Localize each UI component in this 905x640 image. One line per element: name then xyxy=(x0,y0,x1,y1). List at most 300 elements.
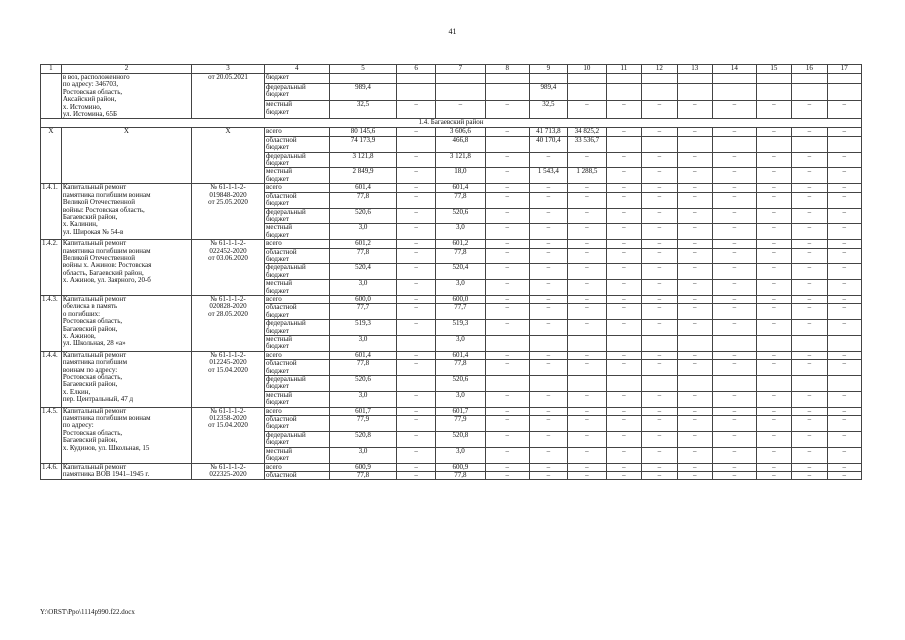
amount-cell: – xyxy=(712,208,756,224)
amount-cell: – xyxy=(397,391,436,407)
expertise-document: № 61-1-1-2- 019848-2020 от 25.05.2020 xyxy=(192,184,265,240)
amount-cell xyxy=(712,336,756,352)
amount-cell: – xyxy=(792,295,827,303)
amount-cell xyxy=(485,376,529,392)
amount-cell: – xyxy=(529,240,568,248)
amount-cell: – xyxy=(756,304,791,320)
object-name: Капитальный ремонт памятника погибшим воинам по адресу: Ростовская область, Багаевский район, х. Елкин, пер. Центральный, 47 д xyxy=(61,351,191,407)
table-row xyxy=(41,407,862,415)
amount-cell: – xyxy=(606,248,641,264)
amount-cell: 41 713,8 xyxy=(529,128,568,136)
amount-cell: – xyxy=(529,248,568,264)
amount-cell: – xyxy=(568,295,607,303)
amount-cell: 77,9 xyxy=(435,416,485,432)
column-header-11: 11 xyxy=(606,65,641,74)
amount-cell: – xyxy=(756,168,791,184)
amount-cell: – xyxy=(827,280,861,296)
amount-cell: 77,8 xyxy=(329,248,397,264)
amount-cell: – xyxy=(642,304,677,320)
amount-cell xyxy=(827,136,861,152)
amount-cell: – xyxy=(756,431,791,447)
funding-source-label: всего xyxy=(264,240,329,248)
amount-cell: – xyxy=(529,416,568,432)
amount-cell: – xyxy=(485,240,529,248)
amount-cell xyxy=(756,336,791,352)
amount-cell: – xyxy=(756,407,791,415)
amount-cell: – xyxy=(792,431,827,447)
amount-cell: – xyxy=(712,471,756,479)
amount-cell: – xyxy=(677,224,712,240)
funding-source-label: всего xyxy=(264,184,329,192)
amount-cell: – xyxy=(756,280,791,296)
amount-cell xyxy=(606,376,641,392)
funding-source-label: местный бюджет xyxy=(264,224,329,240)
column-header-8: 8 xyxy=(485,65,529,74)
amount-cell xyxy=(606,136,641,152)
amount-cell: – xyxy=(677,391,712,407)
amount-cell: 466,8 xyxy=(435,136,485,152)
amount-cell xyxy=(329,74,397,84)
amount-cell: – xyxy=(485,391,529,407)
amount-cell: – xyxy=(712,168,756,184)
amount-cell: – xyxy=(712,184,756,192)
amount-cell: – xyxy=(606,391,641,407)
amount-cell: – xyxy=(642,431,677,447)
amount-cell: – xyxy=(397,407,436,415)
amount-cell: – xyxy=(792,407,827,415)
amount-cell: – xyxy=(756,351,791,359)
amount-cell: – xyxy=(792,208,827,224)
amount-cell: – xyxy=(529,320,568,336)
amount-cell: – xyxy=(568,152,607,168)
amount-cell: – xyxy=(606,471,641,479)
object-name-cell: в воз, расположенного по адресу: 346703, Ростовская область, Аксайский район, х. Истомино, ул. Истомина, 65Б xyxy=(61,74,191,119)
amount-cell: – xyxy=(485,351,529,359)
amount-cell: – xyxy=(712,320,756,336)
table-row xyxy=(41,463,862,471)
amount-cell: – xyxy=(642,295,677,303)
amount-cell: – xyxy=(756,447,791,463)
amount-cell: 77,8 xyxy=(435,360,485,376)
amount-cell: – xyxy=(397,264,436,280)
amount-cell: – xyxy=(792,360,827,376)
amount-cell: – xyxy=(529,192,568,208)
amount-cell xyxy=(397,74,436,84)
amount-cell: – xyxy=(485,304,529,320)
object-name: Капитальный ремонт памятника погибшим воинам Великой Отечественной войны: Ростовская область, Багаевский район, х. Калинин, ул. Широкая № 54-в xyxy=(61,184,191,240)
amount-cell: – xyxy=(397,128,436,136)
amount-cell: 3 606,6 xyxy=(435,128,485,136)
amount-cell: – xyxy=(485,128,529,136)
amount-cell: – xyxy=(642,184,677,192)
funding-source-label: местный бюджет xyxy=(264,447,329,463)
amount-cell: – xyxy=(642,101,677,119)
table-row xyxy=(41,128,862,136)
amount-cell: – xyxy=(677,152,712,168)
amount-cell xyxy=(827,336,861,352)
column-header-15: 15 xyxy=(756,65,791,74)
amount-cell: – xyxy=(485,264,529,280)
amount-cell xyxy=(712,83,756,101)
amount-cell: 77,8 xyxy=(435,471,485,479)
amount-cell: – xyxy=(827,264,861,280)
amount-cell: – xyxy=(792,304,827,320)
amount-cell: – xyxy=(712,431,756,447)
funding-source-label: федеральный бюджет xyxy=(264,376,329,392)
amount-cell: 2 849,9 xyxy=(329,168,397,184)
amount-cell: 3,0 xyxy=(329,447,397,463)
amount-cell: 32,5 xyxy=(329,101,397,119)
expertise-document: № 61-1-1-2- 022325-2020 xyxy=(192,463,265,480)
funding-source-label: областной бюджет xyxy=(264,136,329,152)
amount-cell: 34 825,2 xyxy=(568,128,607,136)
column-header-16: 16 xyxy=(792,65,827,74)
amount-cell xyxy=(677,83,712,101)
amount-cell: – xyxy=(397,431,436,447)
amount-cell: – xyxy=(677,351,712,359)
amount-cell: 77,7 xyxy=(329,304,397,320)
amount-cell: – xyxy=(485,101,529,119)
amount-cell xyxy=(485,336,529,352)
amount-cell: 77,8 xyxy=(329,192,397,208)
amount-cell: – xyxy=(642,391,677,407)
amount-cell xyxy=(792,74,827,84)
funding-source-label: всего xyxy=(264,128,329,136)
amount-cell: – xyxy=(792,447,827,463)
amount-cell: 3 121,8 xyxy=(329,152,397,168)
amount-cell: – xyxy=(677,304,712,320)
amount-cell xyxy=(756,136,791,152)
item-number: 1.4.3. xyxy=(41,295,62,351)
amount-cell: – xyxy=(756,128,791,136)
amount-cell: – xyxy=(677,416,712,432)
amount-cell: – xyxy=(606,192,641,208)
section-row xyxy=(41,119,862,128)
amount-cell xyxy=(568,376,607,392)
funding-source-label: федеральный бюджет xyxy=(264,431,329,447)
footer-file-path: Y:\ORST\Ppo\1114p990.f22.docx xyxy=(40,608,135,616)
amount-cell: – xyxy=(792,391,827,407)
column-header-1: 1 xyxy=(41,65,62,74)
amount-cell: – xyxy=(827,101,861,119)
amount-cell: – xyxy=(606,168,641,184)
amount-cell: 601,4 xyxy=(329,351,397,359)
amount-cell: – xyxy=(642,264,677,280)
amount-cell: 601,7 xyxy=(435,407,485,415)
amount-cell: 3,0 xyxy=(329,224,397,240)
amount-cell: – xyxy=(642,360,677,376)
amount-cell: – xyxy=(677,407,712,415)
amount-cell: – xyxy=(397,168,436,184)
amount-cell xyxy=(568,74,607,84)
funding-source-label: местный бюджет xyxy=(264,168,329,184)
amount-cell: – xyxy=(485,152,529,168)
amount-cell: – xyxy=(606,280,641,296)
column-header-3: 3 xyxy=(192,65,265,74)
column-header-14: 14 xyxy=(712,65,756,74)
amount-cell: – xyxy=(827,391,861,407)
amount-cell xyxy=(677,136,712,152)
funding-source-label: областной бюджет xyxy=(264,360,329,376)
amount-cell: – xyxy=(827,407,861,415)
amount-cell: 520,6 xyxy=(329,376,397,392)
funding-source-label: областной бюджет xyxy=(264,192,329,208)
amount-cell: – xyxy=(485,192,529,208)
amount-cell: – xyxy=(568,184,607,192)
amount-cell: – xyxy=(397,463,436,471)
amount-cell: – xyxy=(397,304,436,320)
amount-cell: 32,5 xyxy=(529,101,568,119)
amount-cell: – xyxy=(568,416,607,432)
amount-cell: – xyxy=(529,351,568,359)
funding-source-label: федеральный бюджет xyxy=(264,83,329,101)
amount-cell: – xyxy=(642,447,677,463)
amount-cell: – xyxy=(568,248,607,264)
amount-cell xyxy=(712,136,756,152)
amount-cell: – xyxy=(827,248,861,264)
funding-source-label: федеральный бюджет xyxy=(264,264,329,280)
amount-cell: – xyxy=(677,360,712,376)
amount-cell: – xyxy=(677,471,712,479)
amount-cell: – xyxy=(485,280,529,296)
document-cell: от 20.05.2021 xyxy=(192,74,265,119)
amount-cell: – xyxy=(756,192,791,208)
amount-cell xyxy=(756,74,791,84)
amount-cell: – xyxy=(827,351,861,359)
amount-cell: – xyxy=(712,407,756,415)
amount-cell xyxy=(642,83,677,101)
amount-cell xyxy=(397,336,436,352)
amount-cell: 520,8 xyxy=(329,431,397,447)
amount-cell: – xyxy=(677,431,712,447)
amount-cell: – xyxy=(606,416,641,432)
amount-cell xyxy=(485,83,529,101)
amount-cell: – xyxy=(529,447,568,463)
object-name: Капитальный ремонт памятника ВОВ 1941–1945 г. xyxy=(61,463,191,480)
amount-cell: 1 543,4 xyxy=(529,168,568,184)
amount-cell: – xyxy=(568,360,607,376)
amount-cell: – xyxy=(606,447,641,463)
amount-cell: 601,4 xyxy=(435,351,485,359)
amount-cell: – xyxy=(677,320,712,336)
column-header-7: 7 xyxy=(435,65,485,74)
amount-cell: 520,4 xyxy=(435,264,485,280)
amount-cell: – xyxy=(827,295,861,303)
amount-cell: – xyxy=(642,224,677,240)
amount-cell: – xyxy=(529,391,568,407)
amount-cell: 601,4 xyxy=(435,184,485,192)
amount-cell: – xyxy=(606,463,641,471)
amount-cell: – xyxy=(606,407,641,415)
budget-table xyxy=(40,64,862,480)
amount-cell: – xyxy=(677,192,712,208)
amount-cell: – xyxy=(712,248,756,264)
amount-cell: – xyxy=(435,101,485,119)
amount-cell xyxy=(827,74,861,84)
amount-cell: – xyxy=(712,360,756,376)
funding-source-label: федеральный бюджет xyxy=(264,152,329,168)
amount-cell xyxy=(568,83,607,101)
funding-source-label: местный бюджет xyxy=(264,336,329,352)
amount-cell: – xyxy=(529,208,568,224)
amount-cell: – xyxy=(568,240,607,248)
amount-cell: – xyxy=(827,152,861,168)
funding-source-label: местный бюджет xyxy=(264,280,329,296)
amount-cell: – xyxy=(792,152,827,168)
section-title: 1.4. Багаевский район xyxy=(41,119,862,128)
amount-cell: – xyxy=(792,416,827,432)
amount-cell xyxy=(792,336,827,352)
amount-cell: – xyxy=(606,101,641,119)
amount-cell: 3 121,8 xyxy=(435,152,485,168)
amount-cell: – xyxy=(529,360,568,376)
amount-cell: – xyxy=(485,208,529,224)
amount-cell xyxy=(485,74,529,84)
summary-x-cell: Х xyxy=(61,128,191,184)
column-header-6: 6 xyxy=(397,65,436,74)
amount-cell xyxy=(529,376,568,392)
amount-cell: – xyxy=(827,128,861,136)
amount-cell: – xyxy=(529,152,568,168)
amount-cell: – xyxy=(827,224,861,240)
amount-cell: – xyxy=(642,248,677,264)
amount-cell xyxy=(827,83,861,101)
table-row xyxy=(41,351,862,359)
amount-cell xyxy=(397,83,436,101)
amount-cell xyxy=(642,74,677,84)
amount-cell: – xyxy=(529,304,568,320)
amount-cell xyxy=(756,83,791,101)
amount-cell: – xyxy=(568,192,607,208)
amount-cell: 520,6 xyxy=(435,208,485,224)
amount-cell xyxy=(435,83,485,101)
amount-cell: – xyxy=(642,407,677,415)
amount-cell: – xyxy=(712,224,756,240)
amount-cell: – xyxy=(397,224,436,240)
table-row xyxy=(41,295,862,303)
amount-cell xyxy=(435,74,485,84)
amount-cell: – xyxy=(568,320,607,336)
column-header-17: 17 xyxy=(827,65,861,74)
amount-cell: – xyxy=(642,240,677,248)
funding-source-label: областной xyxy=(264,471,329,479)
amount-cell: – xyxy=(827,463,861,471)
amount-cell: 18,0 xyxy=(435,168,485,184)
amount-cell: – xyxy=(756,240,791,248)
amount-cell: – xyxy=(529,264,568,280)
amount-cell xyxy=(642,336,677,352)
amount-cell: – xyxy=(712,192,756,208)
amount-cell: – xyxy=(827,360,861,376)
amount-cell: – xyxy=(827,208,861,224)
item-number: 1.4.2. xyxy=(41,240,62,296)
amount-cell: 520,6 xyxy=(329,208,397,224)
expertise-document: № 61-1-1-2- 020828-2020 от 28.05.2020 xyxy=(192,295,265,351)
column-header-9: 9 xyxy=(529,65,568,74)
amount-cell: – xyxy=(397,101,436,119)
amount-cell: 989,4 xyxy=(329,83,397,101)
amount-cell: – xyxy=(642,128,677,136)
amount-cell: 3,0 xyxy=(329,280,397,296)
amount-cell: – xyxy=(677,184,712,192)
amount-cell: – xyxy=(677,264,712,280)
amount-cell: 3,0 xyxy=(435,280,485,296)
amount-cell: – xyxy=(485,416,529,432)
amount-cell: – xyxy=(756,152,791,168)
table-row xyxy=(41,74,862,84)
expertise-document: № 61-1-1-2- 012245-2020 от 15.04.2020 xyxy=(192,351,265,407)
amount-cell: – xyxy=(397,471,436,479)
object-name: Капитальный ремонт памятника погибшим воинам Великой Отечественной войны х. Ажинов: Ростовская область, Багаевский район, х. Ажинов, ул. Заярного, 20-б xyxy=(61,240,191,296)
amount-cell: – xyxy=(568,101,607,119)
column-header-5: 5 xyxy=(329,65,397,74)
amount-cell: – xyxy=(397,208,436,224)
amount-cell: – xyxy=(712,264,756,280)
amount-cell: 77,8 xyxy=(329,471,397,479)
amount-cell: – xyxy=(397,184,436,192)
amount-cell: – xyxy=(568,351,607,359)
amount-cell: – xyxy=(397,152,436,168)
summary-x-cell: Х xyxy=(41,128,62,184)
amount-cell: – xyxy=(397,192,436,208)
amount-cell: – xyxy=(792,224,827,240)
amount-cell: – xyxy=(485,360,529,376)
amount-cell: – xyxy=(568,431,607,447)
funding-source-label: федеральный бюджет xyxy=(264,208,329,224)
funding-source-label: всего xyxy=(264,351,329,359)
amount-cell: – xyxy=(712,152,756,168)
amount-cell: – xyxy=(485,447,529,463)
amount-cell xyxy=(642,376,677,392)
amount-cell: 80 145,6 xyxy=(329,128,397,136)
amount-cell: – xyxy=(397,360,436,376)
amount-cell xyxy=(606,74,641,84)
amount-cell: – xyxy=(485,407,529,415)
amount-cell: – xyxy=(642,471,677,479)
amount-cell: – xyxy=(606,128,641,136)
funding-source-label: местный бюджет xyxy=(264,391,329,407)
amount-cell: – xyxy=(677,208,712,224)
amount-cell xyxy=(606,336,641,352)
amount-cell: – xyxy=(792,192,827,208)
amount-cell: – xyxy=(756,248,791,264)
amount-cell: – xyxy=(485,431,529,447)
amount-cell: – xyxy=(397,447,436,463)
amount-cell xyxy=(792,376,827,392)
amount-cell: 600,0 xyxy=(435,295,485,303)
amount-cell: – xyxy=(827,447,861,463)
amount-cell: – xyxy=(568,304,607,320)
amount-cell: – xyxy=(642,416,677,432)
amount-cell: – xyxy=(756,320,791,336)
amount-cell: – xyxy=(677,168,712,184)
amount-cell: – xyxy=(606,351,641,359)
amount-cell: – xyxy=(792,280,827,296)
amount-cell: – xyxy=(712,463,756,471)
amount-cell: – xyxy=(792,463,827,471)
amount-cell: – xyxy=(677,447,712,463)
amount-cell: 3,0 xyxy=(329,336,397,352)
amount-cell: 40 170,4 xyxy=(529,136,568,152)
amount-cell: – xyxy=(568,407,607,415)
amount-cell: – xyxy=(529,280,568,296)
amount-cell: – xyxy=(568,391,607,407)
amount-cell: – xyxy=(529,295,568,303)
amount-cell: 600,9 xyxy=(329,463,397,471)
amount-cell xyxy=(712,376,756,392)
amount-cell xyxy=(827,376,861,392)
amount-cell: 77,7 xyxy=(435,304,485,320)
